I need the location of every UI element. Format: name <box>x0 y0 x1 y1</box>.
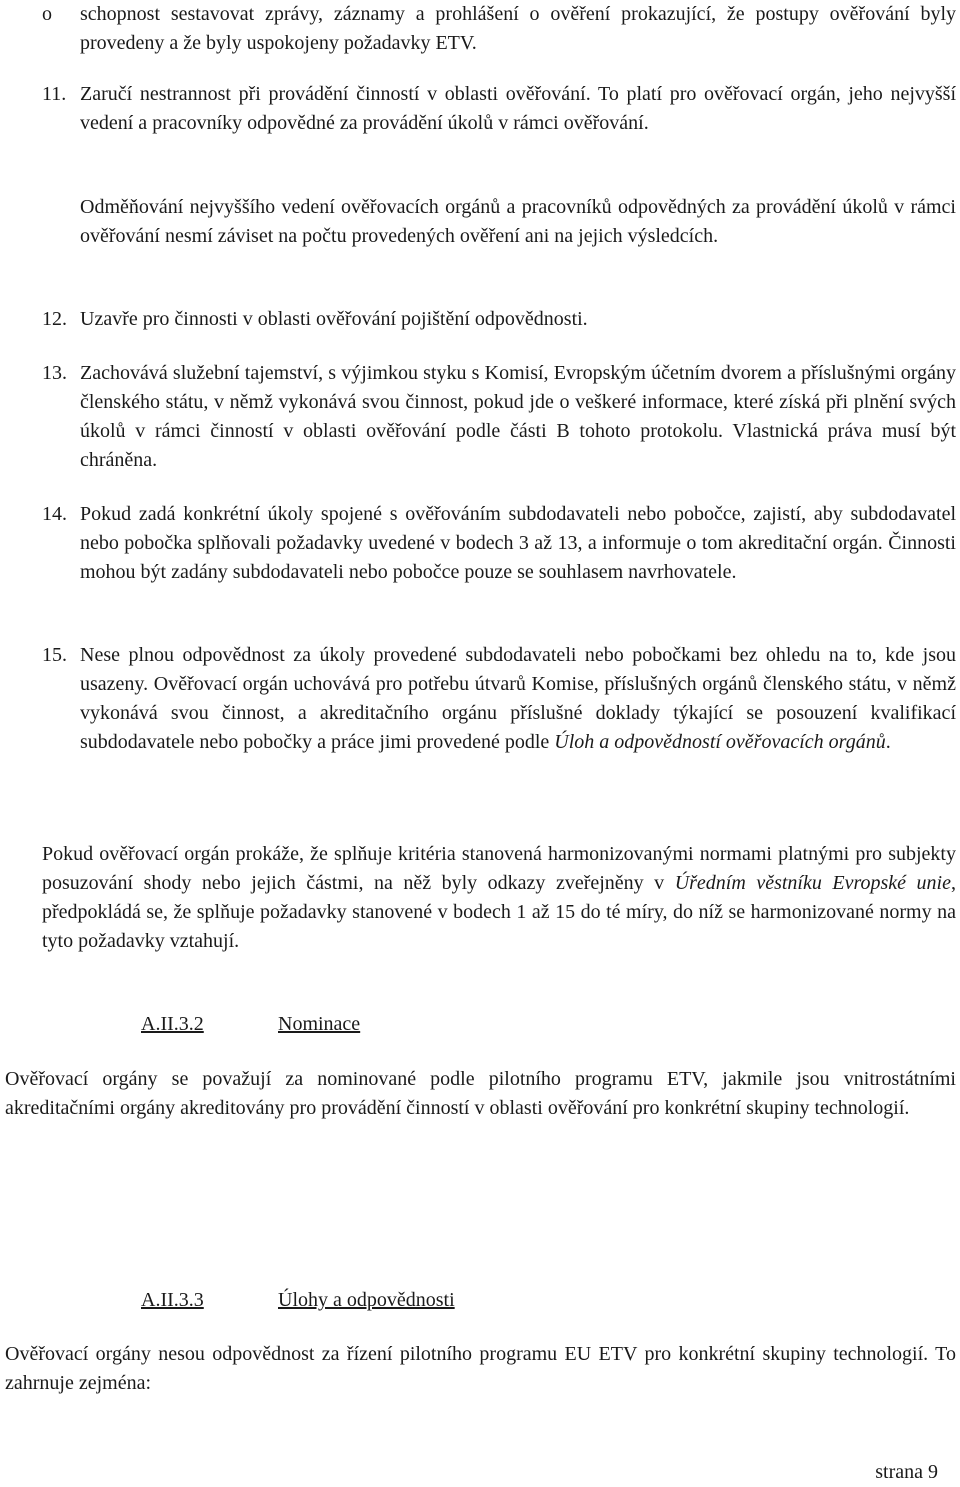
item-14-number: 14. <box>42 503 67 525</box>
bullet-marker: o <box>42 3 52 25</box>
section-a233-text: Ověřovací orgány nesou odpovědnost za řízení pilotního programu EU ETV pro konkrétní skupiny technologií. To zahrnuje zejména: <box>5 1343 956 1394</box>
item-15-text-main: Nese plnou odpovědnost za úkoly provedené subdodavateli nebo pobočkami bez ohledu na to, kde jsou usazeny. Ověřovací orgán uchovává pro potřebu útvarů Komise, příslušných orgánů členského státu, v němž vykonává svou činnost, a akreditačního orgánu příslušné doklady týkající se posouzení kvalifikací subdodavatele nebo pobočky a práce jimi provedené podle <box>80 644 956 753</box>
item-15-text-italic: Úloh a odpovědností ověřovacích orgánů <box>554 731 886 753</box>
item-13-number: 13. <box>42 362 67 384</box>
item-12-text: Uzavře pro činnosti v oblasti ověřování pojištění odpovědnosti. <box>80 308 588 330</box>
item-15-text-end: . <box>885 731 891 753</box>
item-12-number: 12. <box>42 308 67 330</box>
item-11-subparagraph: Odměňování nejvyššího vedení ověřovacích orgánů a pracovníků odpovědných za provádění úkolů v rámci ověřování nesmí záviset na počtu provedených ověření ani na jejich výsledcích. <box>80 196 956 247</box>
section-a232-title: Nominace <box>278 1013 361 1035</box>
bullet-text: schopnost sestavovat zprávy, záznamy a prohlášení o ověření prokazující, že postupy ověřování byly provedeny a že byly uspokojeny požadavky ETV. <box>80 3 956 54</box>
item-11-text: Zaručí nestrannost při provádění činností v oblasti ověřování. To platí pro ověřovací orgán, jeho nejvyšší vedení a pracovníky odpovědné za provádění úkolů v rámci ověřování. <box>80 83 956 134</box>
harmonized-text-italic: Úředním věstníku Evropské unie <box>674 872 951 894</box>
section-a233-number: A.II.3.3 <box>141 1289 204 1311</box>
item-11-number: 11. <box>42 83 67 105</box>
item-14-text: Pokud zadá konkrétní úkoly spojené s ověřováním subdodavateli nebo pobočce, zajistí, aby subdodavatel nebo pobočka splňovali požadavky uvedené v bodech 3 až 13, a informuje o tom akreditační orgán. Činnosti mohou být zadány subdodavateli nebo pobočce pouze se souhlasem navrhovatele. <box>80 503 956 583</box>
section-a232-text: Ověřovací orgány se považují za nominované podle pilotního programu ETV, jakmile jsou vnitrostátními akreditačními orgány akreditovány pro provádění činností v oblasti ověřování pro konkrétní skupiny technologií. <box>5 1068 956 1119</box>
harmonized-text-end: , předpokládá se, že splňuje požadavky stanovené v bodech 1 až 15 do té míry, do níž se harmonizované normy na tyto požadavky vztahují. <box>42 872 956 952</box>
section-a232-number: A.II.3.2 <box>141 1013 204 1035</box>
harmonized-norms-paragraph <box>42 840 956 956</box>
page-number: strana 9 <box>875 1461 938 1483</box>
section-a233-title: Úlohy a odpovědnosti <box>278 1289 455 1311</box>
item-15-number: 15. <box>42 644 67 666</box>
harmonized-text-main: Pokud ověřovací orgán prokáže, že splňuje kritéria stanovená harmonizovanými normami platnými pro subjekty posuzování shody nebo jejich částmi, na něž byly odkazy zveřejněny v <box>42 843 956 894</box>
item-15-text <box>80 641 956 757</box>
item-13-text: Zachovává služební tajemství, s výjimkou styku s Komisí, Evropským účetním dvorem a příslušnými orgány členského státu, v němž vykonává svou činnost, pokud jde o veškeré informace, které získá při plnění svých úkolů v rámci činností v oblasti ověřování podle části B tohoto protokolu. Vlastnická práva musí být chráněna. <box>80 362 956 471</box>
